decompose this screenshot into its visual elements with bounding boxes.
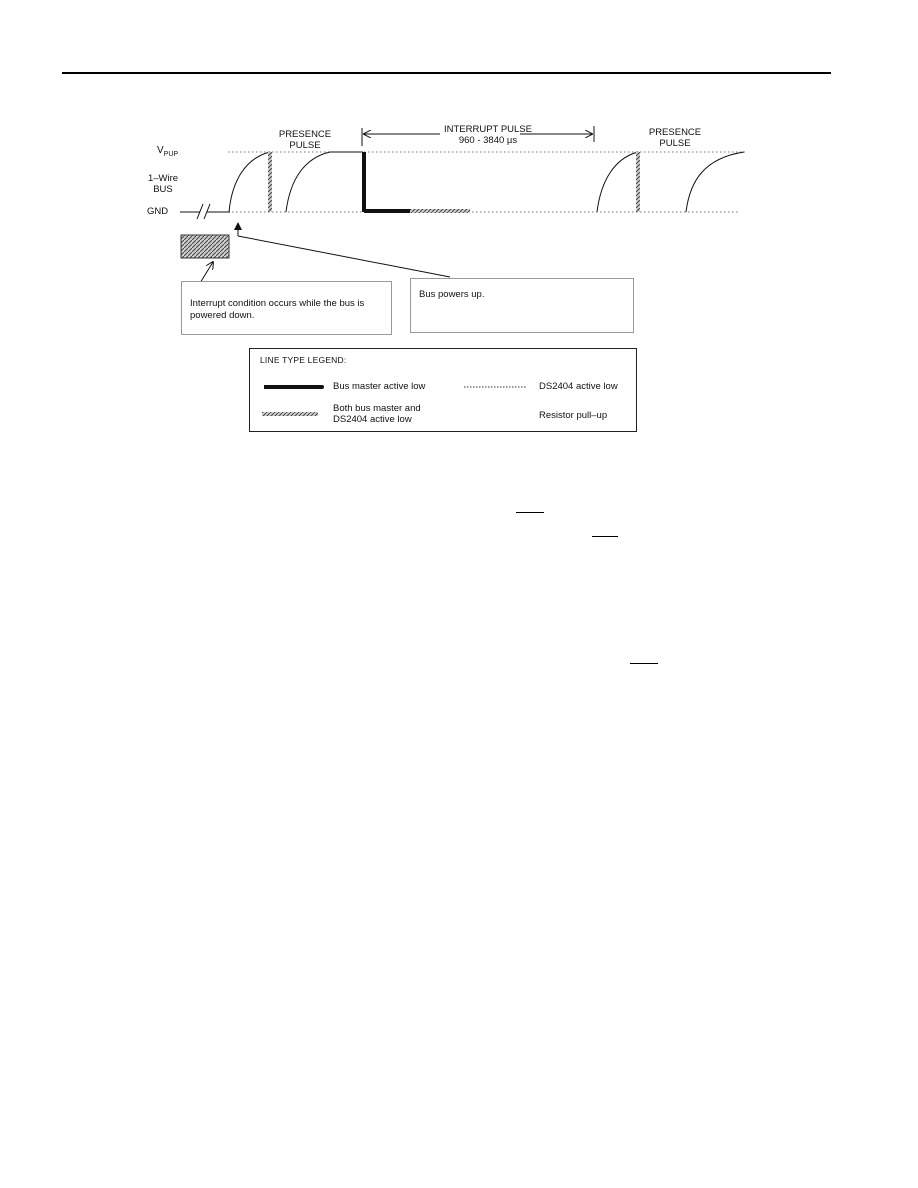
pullup-curve-1 <box>229 152 270 212</box>
vpup-label <box>157 145 178 157</box>
pullup-curve-3 <box>597 152 638 212</box>
presence-pulse-label-right <box>640 127 710 149</box>
presence-pulse-bar-right <box>636 152 640 212</box>
legend-swatch-ds2404 <box>462 382 532 392</box>
legend-bus-master-label: Bus master active low <box>333 381 426 392</box>
interrupt-label-line1: INTERRUPT PULSE <box>444 124 532 135</box>
legend-swatch-bus-master <box>264 382 324 392</box>
legend-resistor-label: Resistor pull–up <box>539 410 608 421</box>
overline-mark-1 <box>516 512 544 513</box>
line-type-legend <box>249 348 637 432</box>
presence-right-line1: PRESENCE <box>648 127 702 138</box>
bus-label-line2: BUS <box>153 184 173 195</box>
interrupt-low-both <box>410 209 470 213</box>
interrupt-timing-diagram <box>0 0 918 460</box>
presence-left-line2: PULSE <box>289 140 321 151</box>
pullup-curve-2 <box>286 152 330 212</box>
overline-mark-3 <box>630 663 658 664</box>
pullup-curve-4 <box>686 152 744 212</box>
callout-line-bus-up <box>238 236 450 277</box>
presence-left-line1: PRESENCE <box>278 129 332 140</box>
callout-arrow-interrupt <box>200 262 213 283</box>
legend-both-line1: Both bus master and <box>333 403 421 414</box>
note-interrupt-condition: Interrupt condition occurs while the bus is powered down. <box>181 281 392 335</box>
vpup-label-main: V <box>157 145 164 156</box>
overline-mark-2 <box>592 536 618 537</box>
gnd-label: GND <box>147 206 169 217</box>
bus-label-line1: 1–Wire <box>147 173 179 184</box>
legend-both-label <box>333 403 421 425</box>
legend-ds2404-label: DS2404 active low <box>539 381 618 392</box>
interrupt-label-line2: 960 - 3840 µs <box>458 135 518 146</box>
presence-right-line2: PULSE <box>659 138 691 149</box>
presence-pulse-label-left <box>270 129 340 151</box>
legend-title: LINE TYPE LEGEND: <box>260 355 347 365</box>
vpup-label-sub: PUP <box>163 151 179 158</box>
legend-both-line2: DS2404 active low <box>333 414 412 425</box>
presence-pulse-bar-left <box>268 152 272 212</box>
interrupt-pulse-label <box>438 124 538 146</box>
interrupt-condition-block <box>181 235 229 258</box>
bus-label <box>143 173 183 195</box>
legend-swatch-both <box>262 409 322 419</box>
callout-arrow-head <box>234 222 242 230</box>
note-bus-powers-up: Bus powers up. <box>410 278 634 333</box>
